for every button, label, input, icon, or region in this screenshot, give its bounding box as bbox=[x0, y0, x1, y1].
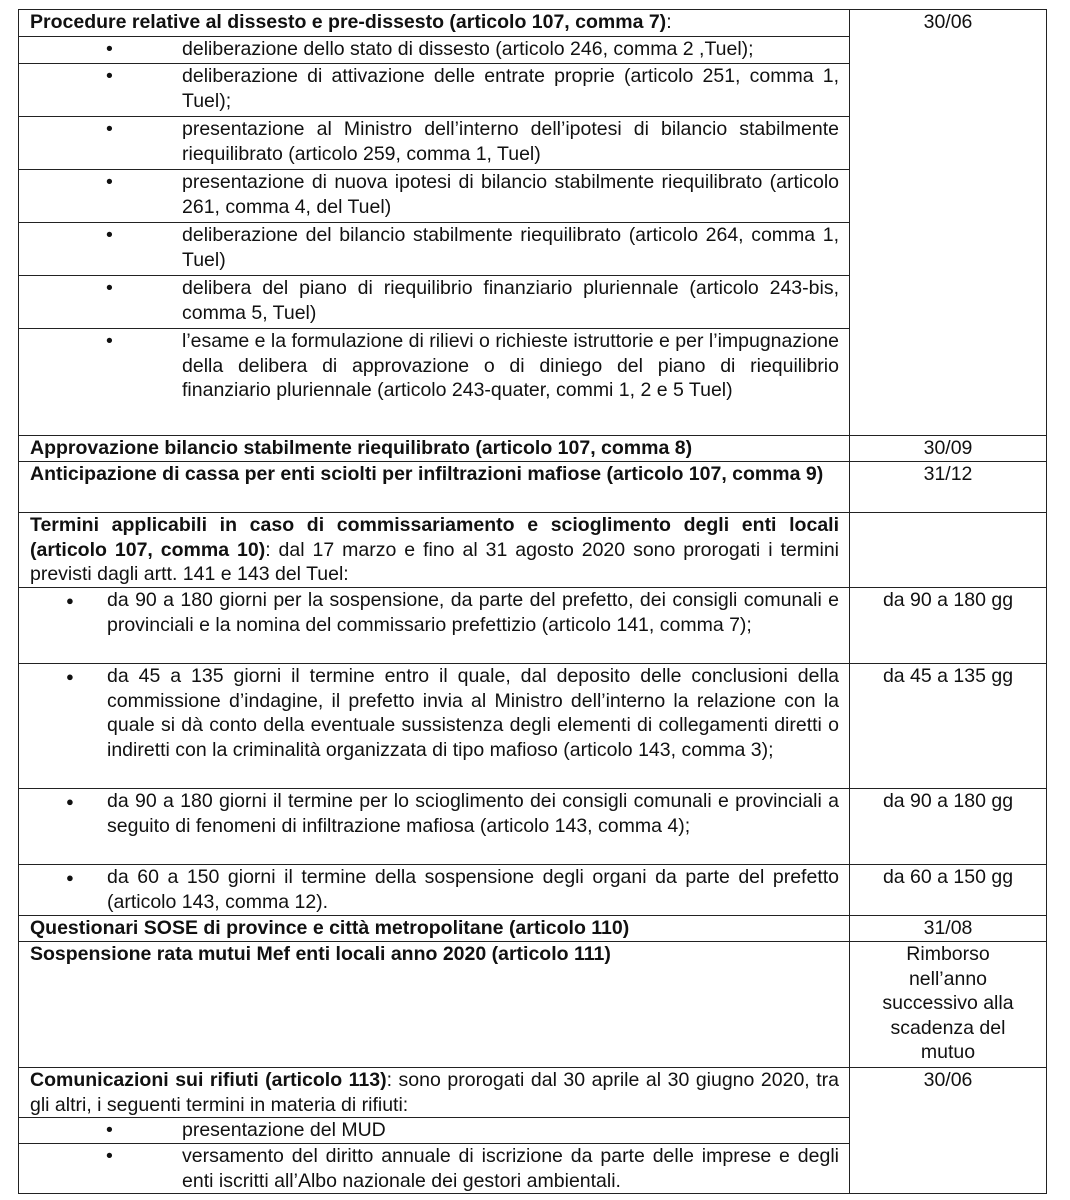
table-row bbox=[19, 436, 1047, 462]
list-item-text: l’esame e la formulazione di rilievi o richieste istruttorie e per l’impugnazione della delibera di approvazione o di diniego del piano di riequilibrio finanziario pluriennale (articolo 243-quater, commi 1, 2 e 5 Tuel) bbox=[182, 330, 839, 402]
section-title: Sospensione rata mutui Mef enti locali anno 2020 (articolo 111) bbox=[30, 943, 611, 965]
table-row bbox=[19, 942, 1047, 1068]
date-cell bbox=[850, 942, 1047, 1068]
list-item-text: delibera del piano di riequilibrio finanziario pluriennale (articolo 243-bis, comma 5, Tuel) bbox=[182, 277, 839, 324]
section-title-suffix: : bbox=[666, 11, 672, 33]
list-item bbox=[19, 37, 850, 64]
section-header-anticipazione bbox=[19, 462, 850, 513]
date-cell bbox=[850, 865, 1047, 916]
section-text: : sono prorogati dal 30 aprile al 30 giugno 2020, tra gli altri, i seguenti termini in materia di rifiuti: bbox=[30, 1069, 839, 1116]
bullet-icon bbox=[19, 789, 107, 838]
section-header-dissesto bbox=[19, 10, 850, 37]
section-title: Anticipazione di cassa per enti sciolti per infiltrazioni mafiose (articolo 107, comma 9) bbox=[30, 463, 824, 485]
list-item-text: da 60 a 150 giorni il termine della sospensione degli organi da parte del prefetto (articolo 143, comma 12). bbox=[107, 866, 839, 913]
list-item-text: da 90 a 180 giorni il termine per lo scioglimento dei consigli comunali e provinciali a seguito di fenomeni di infiltrazione mafiosa (articolo 143, comma 4); bbox=[107, 790, 839, 837]
list-item bbox=[19, 789, 850, 865]
deadline-range: da 45 a 135 gg bbox=[882, 665, 1014, 687]
bullet-icon bbox=[19, 223, 182, 272]
list-item-text: deliberazione di attivazione delle entrate proprie (articolo 251, comma 1, Tuel); bbox=[182, 65, 839, 112]
table-row bbox=[19, 1068, 1047, 1118]
deadline-note: Rimborso nell’anno successivo alla scadenza del mutuo bbox=[882, 943, 1014, 1064]
deadline-range: da 60 a 150 gg bbox=[882, 866, 1014, 888]
bullet-icon bbox=[19, 865, 107, 914]
list-item-text: presentazione del MUD bbox=[182, 1119, 386, 1142]
list-item bbox=[19, 588, 850, 664]
deadline-date: 31/08 bbox=[923, 917, 973, 939]
table-row bbox=[19, 10, 1047, 37]
bullet-icon bbox=[19, 37, 182, 62]
list-item-text: presentazione di nuova ipotesi di bilancio stabilmente riequilibrato (articolo 261, comma 4, del Tuel) bbox=[182, 171, 839, 218]
list-item-text: versamento del diritto annuale di iscrizione da parte delle imprese e degli enti iscritti all’Albo nazionale dei gestori ambientali. bbox=[182, 1145, 839, 1192]
bullet-icon bbox=[19, 117, 182, 166]
date-cell bbox=[850, 436, 1047, 462]
table-row bbox=[19, 462, 1047, 513]
section-text: : dal 17 marzo e fino al 31 agosto 2020 sono prorogati i termini previsti dagli artt. 141 e 143 del Tuel: bbox=[30, 538, 839, 586]
bullet-icon bbox=[19, 588, 107, 637]
deadline-table bbox=[18, 9, 1047, 1194]
deadline-range: da 90 a 180 gg bbox=[882, 790, 1014, 812]
list-item bbox=[19, 170, 850, 223]
list-item-text: da 45 a 135 giorni il termine entro il quale, dal deposito delle conclusioni della commissione d’indagine, il prefetto invia al Ministro dell’interno la relazione con la quale si dà conto della eventuale sussistenza degli elementi di collegamenti diretti o indiretti con la criminalità organizzata di tipo mafioso (articolo 143, comma 3); bbox=[107, 665, 839, 761]
table-row bbox=[19, 664, 1047, 789]
date-cell bbox=[850, 462, 1047, 513]
date-cell bbox=[850, 1068, 1047, 1194]
list-item-text: presentazione al Ministro dell’interno dell’ipotesi di bilancio stabilmente riequilibrato (articolo 259, comma 1, Tuel) bbox=[182, 118, 839, 165]
table-row bbox=[19, 588, 1047, 664]
list-item bbox=[19, 865, 850, 916]
section-header-rifiuti bbox=[19, 1068, 850, 1118]
table-row bbox=[19, 789, 1047, 865]
deadline-date: 30/06 bbox=[923, 11, 973, 33]
bullet-icon bbox=[19, 329, 182, 403]
section-header-mutui bbox=[19, 942, 850, 1068]
table-row bbox=[19, 916, 1047, 942]
deadline-date: 31/12 bbox=[923, 463, 973, 485]
date-cell bbox=[850, 664, 1047, 789]
bullet-icon bbox=[19, 64, 182, 113]
list-item bbox=[19, 1118, 850, 1144]
bullet-icon bbox=[19, 664, 107, 762]
table-row bbox=[19, 513, 1047, 588]
section-header-sose bbox=[19, 916, 850, 942]
section-title: Procedure relative al dissesto e pre-dissesto (articolo 107, comma 7) bbox=[30, 11, 667, 33]
list-item-text: deliberazione dello stato di dissesto (articolo 246, comma 2 ,Tuel); bbox=[182, 38, 754, 60]
section-title: Comunicazioni sui rifiuti (articolo 113) bbox=[30, 1069, 387, 1091]
list-item bbox=[19, 117, 850, 170]
section-header-commissariamento bbox=[19, 513, 850, 588]
list-item bbox=[19, 223, 850, 276]
table-row bbox=[19, 865, 1047, 916]
list-item-text: deliberazione del bilancio stabilmente riequilibrato (articolo 264, comma 1, Tuel) bbox=[182, 224, 839, 271]
section-title: Termini applicabili in caso di commissariamento e scioglimento degli enti locali (articolo 107, comma 10) bbox=[30, 514, 839, 561]
bullet-icon bbox=[19, 1144, 182, 1193]
deadline-date: 30/09 bbox=[923, 437, 973, 459]
date-cell bbox=[850, 10, 1047, 436]
list-item bbox=[19, 1144, 850, 1194]
list-item bbox=[19, 664, 850, 789]
list-item bbox=[19, 64, 850, 117]
deadline-range: da 90 a 180 gg bbox=[882, 589, 1014, 611]
section-header-approvazione bbox=[19, 436, 850, 462]
date-cell bbox=[850, 789, 1047, 865]
bullet-icon bbox=[19, 1118, 182, 1143]
date-cell bbox=[850, 588, 1047, 664]
deadline-date: 30/06 bbox=[923, 1069, 973, 1091]
list-item bbox=[19, 329, 850, 436]
section-title: Questionari SOSE di province e città metropolitane (articolo 110) bbox=[30, 917, 630, 939]
bullet-icon bbox=[19, 170, 182, 219]
list-item-text: da 90 a 180 giorni per la sospensione, da parte del prefetto, dei consigli comunali e provinciali e la nomina del commissario prefettizio (articolo 141, comma 7); bbox=[107, 589, 839, 636]
date-cell bbox=[850, 513, 1047, 588]
date-cell bbox=[850, 916, 1047, 942]
list-item bbox=[19, 276, 850, 329]
section-title: Approvazione bilancio stabilmente riequilibrato (articolo 107, comma 8) bbox=[30, 437, 693, 459]
bullet-icon bbox=[19, 276, 182, 325]
